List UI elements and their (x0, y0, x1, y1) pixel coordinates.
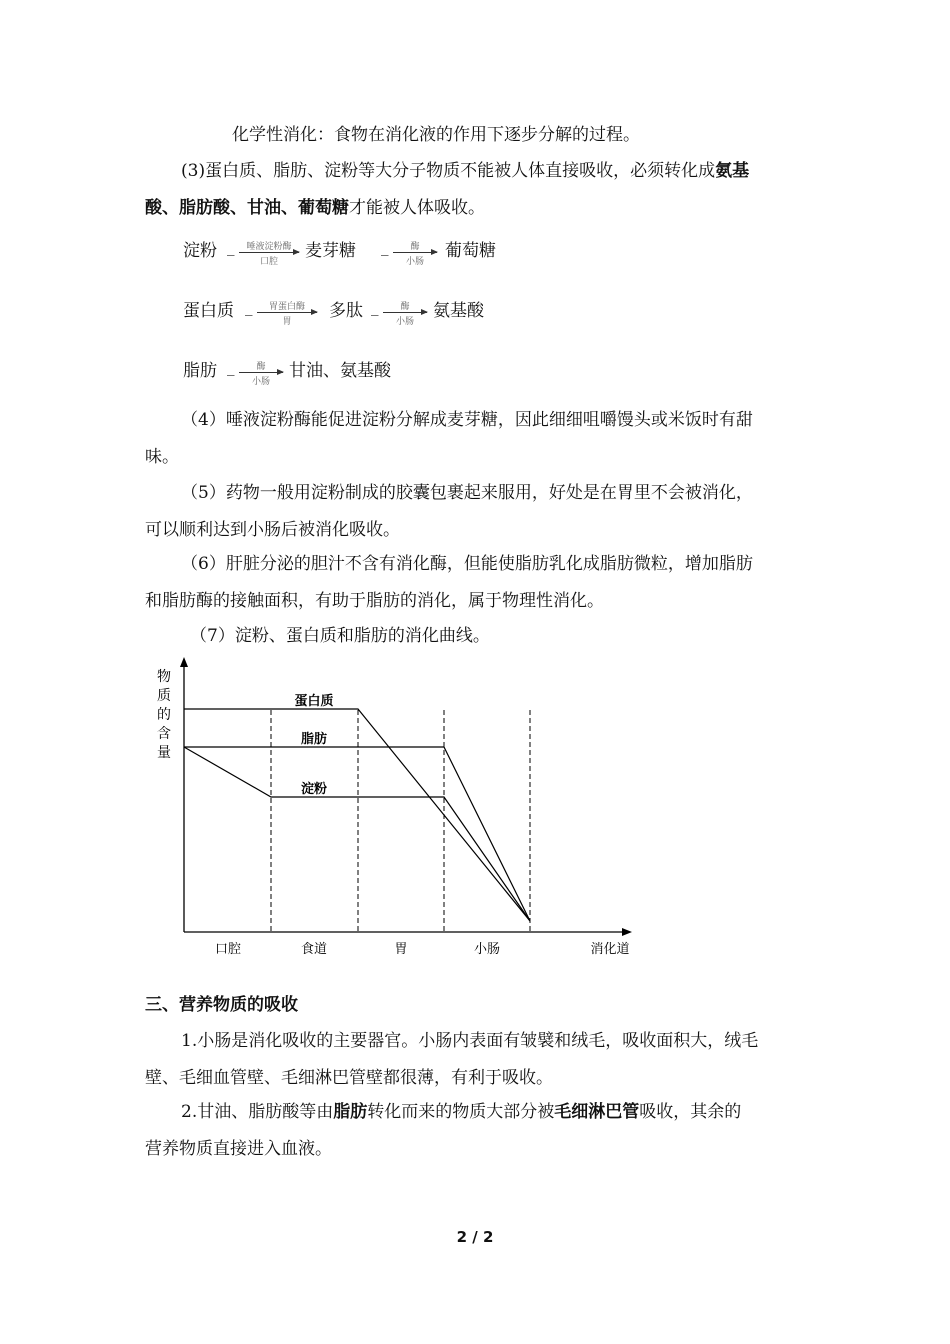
arrow-icon (239, 252, 299, 253)
x-tick-stomach: 胃 (394, 942, 408, 957)
place-label: 小肠 (405, 257, 424, 267)
y-label-char: 含 (157, 726, 171, 742)
para3-prefix: (3)蛋白质、脂肪、淀粉等大分子物质不能被人体直接吸收，必须转化成 (181, 161, 716, 181)
arrow-icon (383, 312, 427, 313)
series-label-protein: 蛋白质 (294, 694, 334, 709)
arrow-icon (393, 252, 437, 253)
para4-line2: 味。 (145, 447, 179, 467)
series-label-fat: 脂肪 (300, 732, 328, 747)
enzyme-label: 酶 (410, 242, 420, 252)
series-label-starch: 淀粉 (300, 782, 328, 797)
para3-bold-1: 氨基 (715, 161, 750, 181)
reaction-from: 脂肪 (183, 361, 217, 381)
reaction-from: 淀粉 (183, 241, 217, 261)
page-number: 2 / 2 (456, 1228, 494, 1246)
x-tick-intestine: 小肠 (473, 942, 501, 957)
place-label: 口腔 (259, 257, 278, 267)
paragraph-4 (145, 402, 807, 476)
enzyme-label: 酶 (256, 362, 266, 372)
reaction-to: 氨基酸 (433, 301, 484, 321)
para5-line2: 可以顺利达到小肠后被消化吸收。 (145, 520, 400, 540)
place-label: 小肠 (395, 317, 414, 327)
paragraph-6 (145, 546, 807, 620)
y-label-char: 物 (157, 669, 171, 685)
item2-line2: 营养物质直接进入血液。 (145, 1139, 332, 1159)
reaction-starch: 淀粉 _ 唾液淀粉酶 口腔 麦芽糖 _ 酶 小肠 葡萄糖 (183, 238, 496, 267)
enzyme-label: 酶 (400, 302, 410, 312)
enzyme-label: 唾液淀粉酶 (246, 242, 292, 252)
item1-line2: 壁、毛细血管壁、毛细淋巴管壁都很薄，有利于吸收。 (145, 1068, 553, 1088)
paragraph-7: （7）淀粉、蛋白质和脂肪的消化曲线。 (190, 626, 490, 646)
para5-line1: （5）药物一般用淀粉制成的胶囊包裹起来服用，好处是在胃里不会被消化， (181, 483, 753, 503)
x-axis-arrow-icon (622, 928, 632, 936)
reaction-to: 葡萄糖 (445, 241, 496, 261)
item1-line1: 1.小肠是消化吸收的主要器官。小肠内表面有皱襞和绒毛，吸收面积大，绒毛 (181, 1031, 759, 1051)
reaction-protein: 蛋白质 _ 胃蛋白酶 胃 多肽 _ 酶 小肠 氨基酸 (183, 298, 484, 327)
y-label-char: 质 (157, 688, 171, 704)
enzyme-label: 胃蛋白酶 (268, 302, 305, 312)
x-axis-label: 消化道 (590, 942, 630, 957)
para3-bold-2: 酸、脂肪酸、甘油、葡萄糖 (145, 198, 349, 218)
para6-line2: 和脂肪酶的接触面积，有助于脂肪的消化，属于物理性消化。 (145, 591, 604, 611)
item-2 (145, 1094, 807, 1168)
chemical-digestion-definition: 化学性消化：食物在消化液的作用下逐步分解的过程。 (232, 125, 640, 145)
reaction-fat: 脂肪 _ 酶 小肠 甘油、氨基酸 (183, 358, 391, 387)
reaction-from: 蛋白质 (183, 301, 234, 321)
place-label: 小肠 (251, 377, 270, 387)
y-label-char: 的 (157, 707, 171, 723)
paragraph-5 (145, 475, 807, 549)
item2-bold-2: 毛细淋巴管 (554, 1102, 640, 1122)
paragraph-3 (145, 153, 807, 227)
x-tick-esophagus: 食道 (300, 942, 328, 957)
y-label-char: 量 (157, 745, 171, 761)
item2-bold-1: 脂肪 (333, 1102, 368, 1122)
y-axis-arrow-icon (180, 657, 188, 667)
reaction-mid: 麦芽糖 (305, 241, 356, 261)
reaction-to: 甘油、氨基酸 (289, 361, 391, 381)
arrow-icon (257, 312, 317, 313)
item-1 (145, 1023, 807, 1097)
y-axis-label (157, 668, 171, 761)
x-tick-oral: 口腔 (214, 942, 242, 957)
para6-line1: （6）肝脏分泌的胆汁不含有消化酶，但能使脂肪乳化成脂肪微粒，增加脂肪 (181, 554, 753, 574)
item2-prefix: 2.甘油、脂肪酸等由 (181, 1102, 334, 1122)
series-fat-line (184, 747, 530, 921)
section-title: 三、营养物质的吸收 (145, 995, 298, 1015)
para4-line1: （4）唾液淀粉酶能促进淀粉分解成麦芽糖，因此细细咀嚼馒头或米饭时有甜 (181, 410, 753, 430)
arrow-icon (239, 372, 283, 373)
series-starch-line (184, 747, 530, 921)
place-label: 胃 (282, 317, 292, 327)
item2-suffix: 吸收，其余的 (639, 1102, 742, 1122)
digestion-curve-chart (140, 655, 650, 970)
para3-suffix: 才能被人体吸收。 (349, 198, 485, 218)
item2-mid: 转化而来的物质大部分被 (367, 1102, 555, 1122)
reaction-mid: 多肽 (329, 301, 363, 321)
